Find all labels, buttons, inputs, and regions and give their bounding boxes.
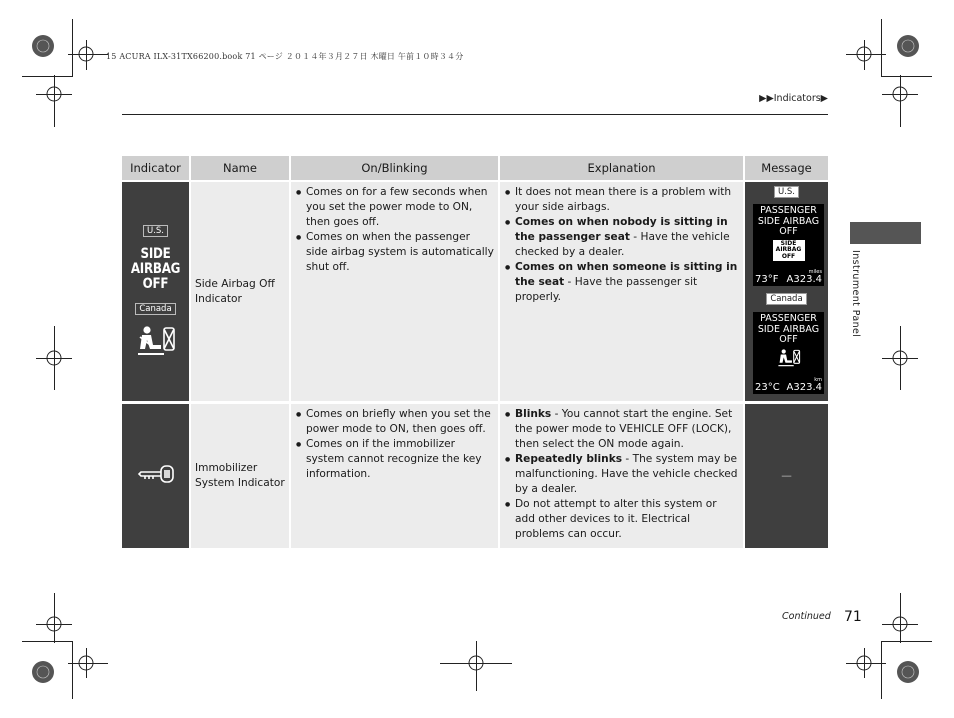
explanation-text: - Have the passenger sit properly. [515,276,698,303]
message-cell [745,404,828,551]
explanation-text: - Have the vehicle checked by a dealer. [515,231,730,258]
on-blinking-cell [291,182,500,404]
list-item [515,452,739,497]
lamp-text-3: OFF [142,275,169,292]
breadcrumb: ▶▶Indicators▶ [759,93,828,104]
explanation-bold: Comes on when nobody is sitting in the passenger seat [515,216,728,243]
list-item [515,260,739,305]
mini-lamp [773,240,805,262]
table-row [122,182,828,404]
header-name: Name [191,156,291,182]
list-item [515,215,739,260]
us-display [753,204,824,286]
list-item [515,185,739,215]
explanation-cell [500,404,745,551]
display-unit: km [814,376,822,383]
mini-seat-airbag-off-icon [776,348,802,368]
display-temperature: 23°C [755,381,780,393]
explanation-bold: Comes on when someone is sitting in the seat [515,261,738,288]
mini-lamp-text-3: OFF [781,252,796,260]
on-blinking-cell [291,404,500,551]
header-indicator: Indicator [122,156,191,182]
explanation-cell [500,182,745,404]
mini-lamp-text-1: SIDE [780,239,797,247]
mini-lamp-text-2: AIRBAG [775,246,802,253]
us-tag: U.S. [143,225,168,237]
table-row [122,404,828,551]
indicator-cell [122,182,191,404]
name-cell: Side Airbag Off Indicator [191,182,291,404]
display-title-2: SIDE AIRBAG [757,215,820,227]
seat-occupant-airbag-off-icon [134,324,178,358]
display-odometer: A323.4 [786,273,822,285]
side-airbag-off-lamp [127,247,184,292]
list-item: ● Comes on briefly when you set the power mode to ON, then goes off. [306,407,494,437]
explanation-bold: Repeatedly blinks [515,453,623,465]
table-header-row [122,156,828,182]
explanation-text: It does not mean there is a problem with your side airbags. [515,186,732,213]
header-on-blinking: On/Blinking [291,156,500,182]
no-message-dash: — [781,469,792,482]
lamp-text-2: AIRBAG [130,260,181,277]
list-item: ● Comes on if the immobilizer system cannot recognize the key information. [306,437,494,482]
explanation-text: - The system may be malfunctioning. Have the vehicle checked by a dealer. [515,453,738,495]
list-item [515,497,739,542]
display-title-3: OFF [779,226,798,237]
header-message: Message [745,156,828,182]
message-cell [745,182,828,404]
name-cell: Immobilizer System Indicator [191,404,291,551]
header-explanation: Explanation [500,156,745,182]
us-message-tag: U.S. [774,186,799,198]
key-immobilizer-icon [137,464,175,484]
list-item: ● Comes on for a few seconds when you set the power mode to ON, then goes off. [306,185,494,230]
header-rule [122,114,828,115]
section-tab-label: Instrument Panel [850,250,861,338]
indicator-table [122,156,828,551]
display-temperature: 73°F [755,273,779,285]
section-tab [850,222,921,244]
display-unit: miles [808,268,822,275]
explanation-text: Do not attempt to alter this system or add other devices to it. Electrical problems can occur. [515,498,717,540]
lamp-text-1: SIDE [140,245,171,262]
explanation-bold: Blinks [515,408,552,420]
display-title-1: PASSENGER [760,205,817,216]
indicator-cell [122,404,191,551]
list-item: ● Comes on when the passenger side airbag system is automatically shut off. [306,230,494,275]
canada-display [753,312,824,394]
continued-label: Continued [782,611,831,622]
display-title-2: SIDE AIRBAG [757,323,820,335]
list-item [515,407,739,452]
display-odometer: A323.4 [786,381,822,393]
display-title-3: OFF [779,334,798,345]
explanation-text: - You cannot start the engine. Set the power mode to VEHICLE OFF (LOCK), then select the ON mode again. [515,408,733,450]
canada-tag: Canada [135,303,175,315]
print-header: 15 ACURA ILX-31TX66200.book 71 ページ ２０１４年３月２７日 木曜日 午前１０時３４分 [106,52,464,61]
display-title-1: PASSENGER [760,313,817,324]
canada-message-tag: Canada [766,293,806,305]
page-number: 71 [844,609,862,625]
